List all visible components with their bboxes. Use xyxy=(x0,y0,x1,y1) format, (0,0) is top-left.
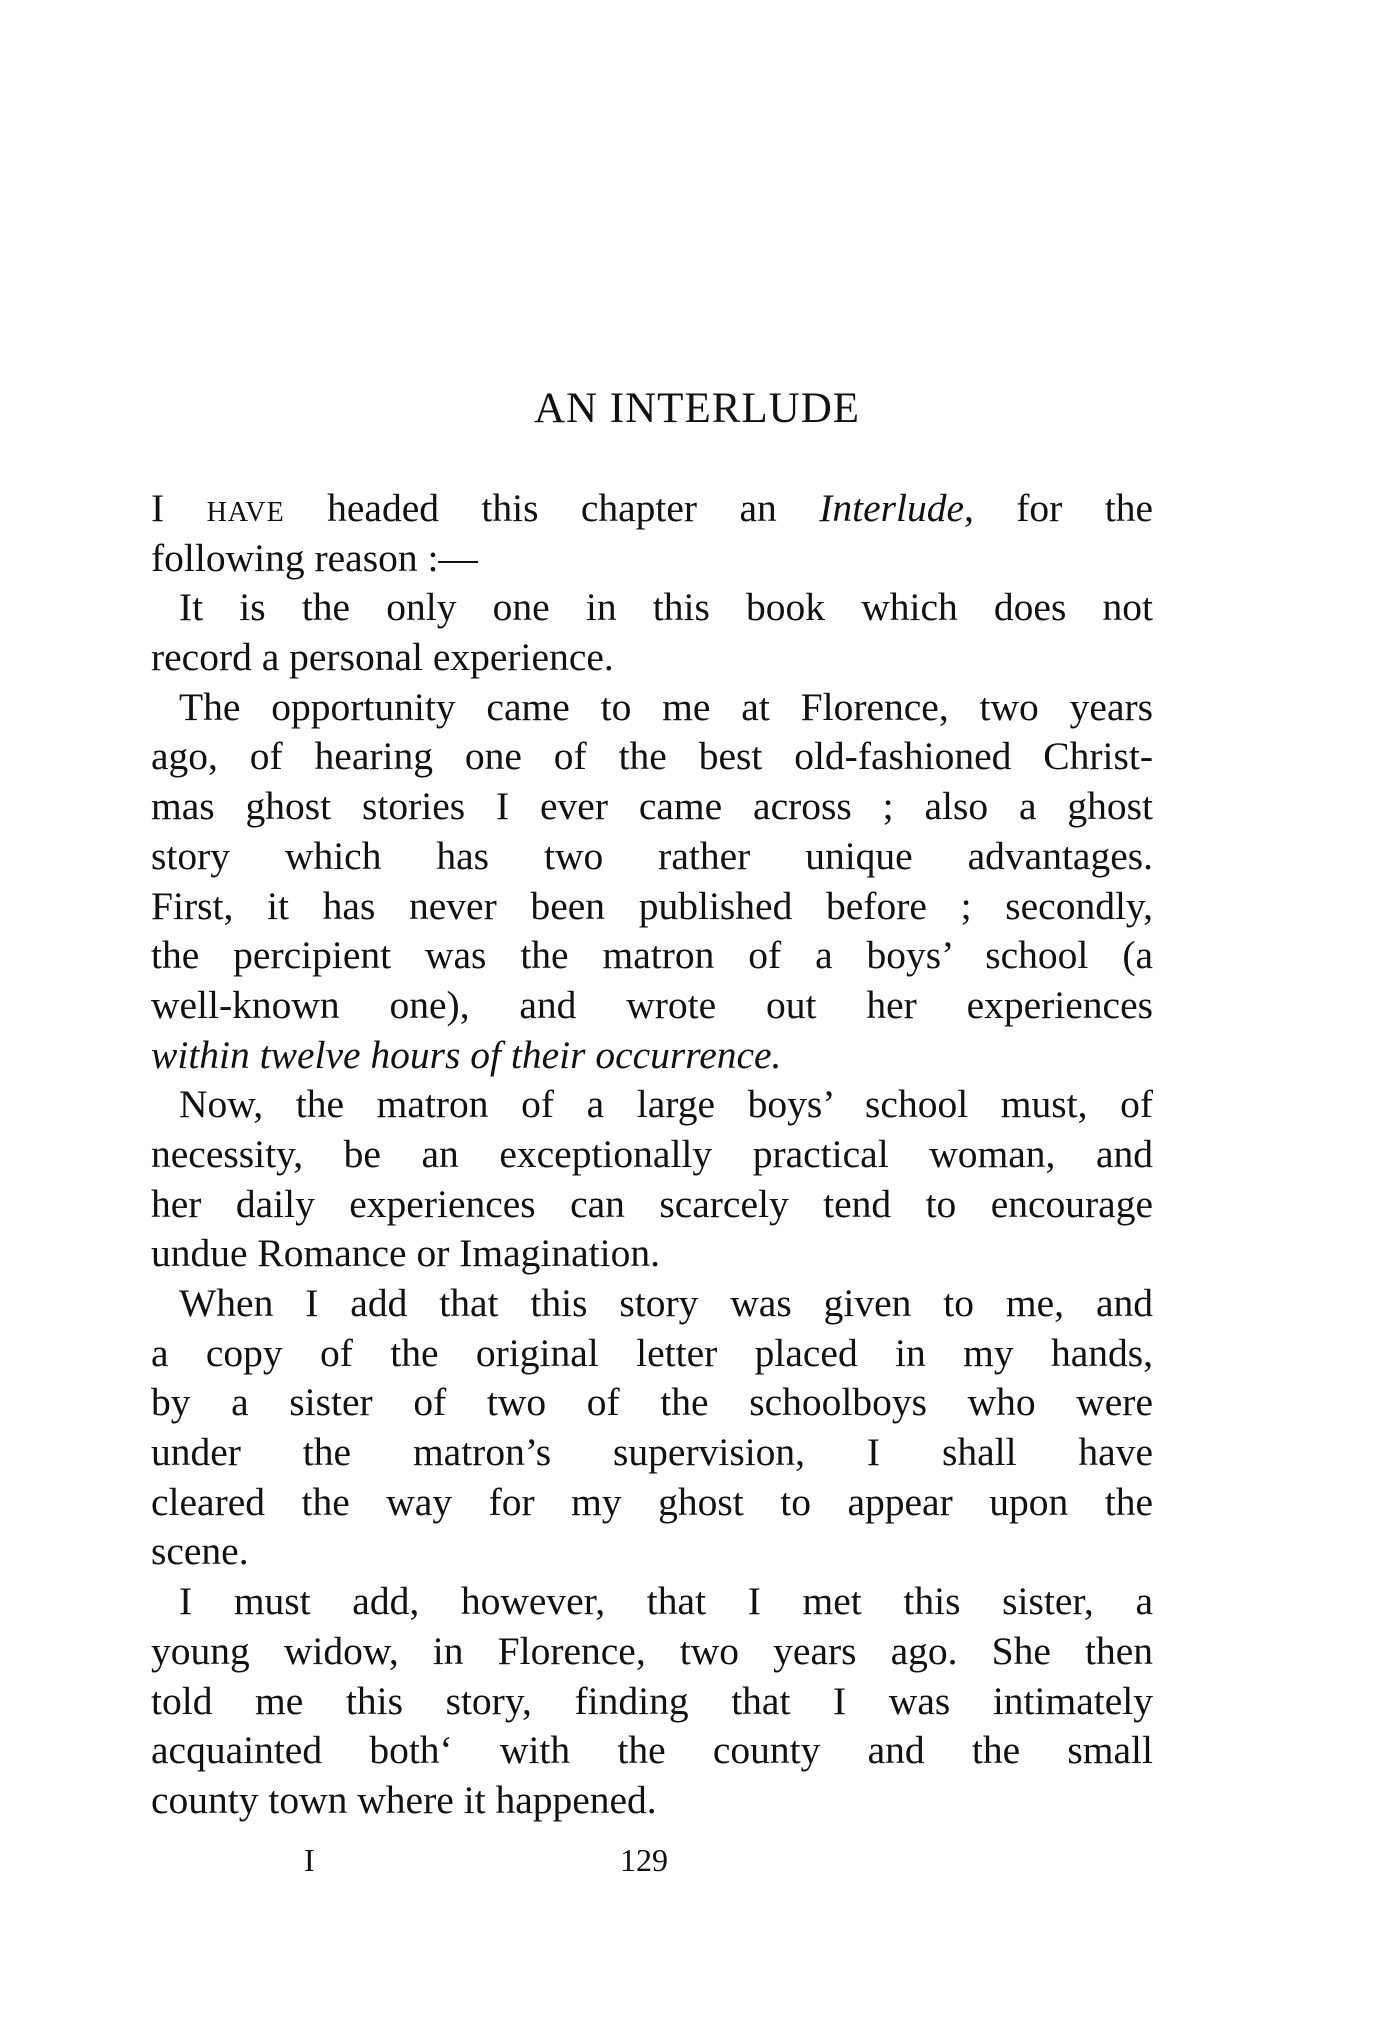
text-line: by a sister of two of the schoolboys who were xyxy=(151,1380,1153,1425)
text-line: The opportunity came to me at Florence, two years xyxy=(179,684,1153,729)
text-line: acquainted both‘ with the county and the small xyxy=(151,1728,1153,1773)
text-line: record a personal experience. xyxy=(151,635,614,680)
text-line: When I add that this story was given to me, and xyxy=(179,1281,1153,1325)
text-line: story which has two rather unique advantages. xyxy=(151,833,1153,878)
text-run: , for the xyxy=(963,486,1153,530)
chapter-title: AN INTERLUDE xyxy=(533,385,861,432)
text-line: First, it has never been published before ; secondly, xyxy=(151,883,1153,928)
text-line: ago, of hearing one of the best old-fashioned Christ- xyxy=(151,734,1153,779)
small-caps-run: have xyxy=(206,486,285,530)
text-line: well-known one), and wrote out her experiences xyxy=(151,982,1153,1027)
text-line: cleared the way for my ghost to appear upon the xyxy=(151,1479,1153,1524)
italic-run: Interlude xyxy=(819,486,964,530)
italic-run: within twelve hours of their occurrence. xyxy=(151,1032,782,1077)
text-line: It is the only one in this book which does not xyxy=(179,585,1153,630)
page-number: 129 xyxy=(620,1842,668,1878)
text-line: under the matron’s supervision, I shall have xyxy=(151,1430,1153,1475)
text-run: headed this chapter an xyxy=(284,486,820,530)
text-line: undue Romance or Imagination. xyxy=(151,1231,660,1276)
signature-mark: I xyxy=(304,1842,315,1878)
text-line: a copy of the original letter placed in my hands, xyxy=(151,1330,1153,1375)
text-line xyxy=(151,484,1153,534)
text-line: told me this story, finding that I was intimately xyxy=(151,1678,1153,1723)
text-line: her daily experiences can scarcely tend to encourage xyxy=(151,1181,1153,1226)
text-line: I must add, however, that I met this sister, a xyxy=(179,1579,1153,1624)
text-line: scene. xyxy=(151,1529,249,1574)
text-run: I xyxy=(151,486,207,530)
text-line: the percipient was the matron of a boys’ school (a xyxy=(151,933,1153,978)
text-line: Now, the matron of a large boys’ school must, of xyxy=(179,1082,1153,1127)
text-line: following reason :— xyxy=(151,535,478,580)
text-line: young widow, in Florence, two years ago. She then xyxy=(151,1628,1153,1673)
text-line: necessity, be an exceptionally practical woman, and xyxy=(151,1131,1153,1176)
text-line: county town where it happened. xyxy=(151,1777,657,1822)
text-line xyxy=(151,1031,1153,1081)
text-line: mas ghost stories I ever came across ; also a ghost xyxy=(151,784,1153,829)
body-text xyxy=(151,484,1153,1826)
